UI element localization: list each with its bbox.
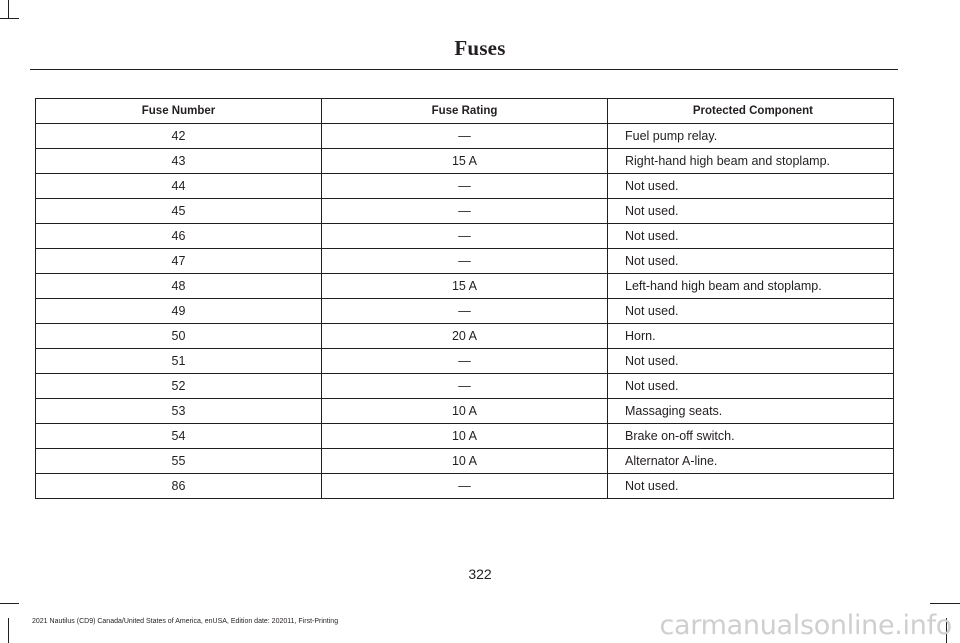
fuse-table <box>35 98 894 499</box>
protected-component-cell: Not used. <box>608 349 894 374</box>
fuse-number-cell: 47 <box>36 249 322 274</box>
fuse-rating-cell: 15 A <box>322 274 608 299</box>
fuse-number-cell: 44 <box>36 174 322 199</box>
column-header-fuse-number: Fuse Number <box>36 99 322 124</box>
fuse-number-cell: 45 <box>36 199 322 224</box>
table-header-row <box>36 99 894 124</box>
table-row <box>36 224 894 249</box>
protected-component-cell: Not used. <box>608 474 894 499</box>
fuse-rating-cell: — <box>322 199 608 224</box>
protected-component-cell: Horn. <box>608 324 894 349</box>
column-header-protected-component: Protected Component <box>608 99 894 124</box>
fuse-number-cell: 48 <box>36 274 322 299</box>
protected-component-cell: Not used. <box>608 224 894 249</box>
table-row <box>36 424 894 449</box>
watermark: carmanualsonline.info <box>659 610 952 641</box>
fuse-number-cell: 43 <box>36 149 322 174</box>
page-title: Fuses <box>454 36 506 60</box>
protected-component-cell: Alternator A-line. <box>608 449 894 474</box>
fuse-rating-cell: 20 A <box>322 324 608 349</box>
crop-mark <box>8 618 9 643</box>
fuse-rating-cell: — <box>322 224 608 249</box>
fuse-number-cell: 86 <box>36 474 322 499</box>
fuse-rating-cell: — <box>322 249 608 274</box>
protected-component-cell: Fuel pump relay. <box>608 124 894 149</box>
fuse-rating-cell: — <box>322 299 608 324</box>
title-divider <box>30 69 898 70</box>
fuse-rating-cell: — <box>322 174 608 199</box>
crop-mark <box>930 603 960 604</box>
fuse-number-cell: 51 <box>36 349 322 374</box>
table-row <box>36 449 894 474</box>
protected-component-cell: Right-hand high beam and stoplamp. <box>608 149 894 174</box>
fuse-number-cell: 53 <box>36 399 322 424</box>
table-row <box>36 349 894 374</box>
fuse-rating-cell: 15 A <box>322 149 608 174</box>
table-row <box>36 174 894 199</box>
table-row <box>36 274 894 299</box>
crop-mark <box>0 603 19 604</box>
fuse-rating-cell: 10 A <box>322 399 608 424</box>
crop-mark <box>0 18 19 19</box>
table-row <box>36 299 894 324</box>
fuse-rating-cell: — <box>322 374 608 399</box>
fuse-rating-cell: 10 A <box>322 449 608 474</box>
protected-component-cell: Not used. <box>608 174 894 199</box>
protected-component-cell: Brake on-off switch. <box>608 424 894 449</box>
table-row <box>36 324 894 349</box>
page-number: 322 <box>468 566 492 582</box>
fuse-rating-cell: — <box>322 124 608 149</box>
fuse-number-cell: 52 <box>36 374 322 399</box>
protected-component-cell: Not used. <box>608 249 894 274</box>
fuse-number-cell: 50 <box>36 324 322 349</box>
table-row <box>36 124 894 149</box>
fuse-rating-cell: — <box>322 474 608 499</box>
edition-footer: 2021 Nautilus (CD9) Canada/United States of America, enUSA, Edition date: 202011, First-Printing <box>32 618 339 625</box>
protected-component-cell: Not used. <box>608 374 894 399</box>
table-row <box>36 474 894 499</box>
fuse-number-cell: 49 <box>36 299 322 324</box>
protected-component-cell: Not used. <box>608 299 894 324</box>
crop-mark <box>8 0 9 18</box>
table-row <box>36 249 894 274</box>
table-row <box>36 199 894 224</box>
table-row <box>36 374 894 399</box>
fuse-number-cell: 55 <box>36 449 322 474</box>
column-header-fuse-rating: Fuse Rating <box>322 99 608 124</box>
protected-component-cell: Left-hand high beam and stoplamp. <box>608 274 894 299</box>
fuse-rating-cell: 10 A <box>322 424 608 449</box>
fuse-number-cell: 46 <box>36 224 322 249</box>
table-row <box>36 149 894 174</box>
protected-component-cell: Massaging seats. <box>608 399 894 424</box>
fuse-number-cell: 42 <box>36 124 322 149</box>
protected-component-cell: Not used. <box>608 199 894 224</box>
table-row <box>36 399 894 424</box>
fuse-rating-cell: — <box>322 349 608 374</box>
fuse-number-cell: 54 <box>36 424 322 449</box>
